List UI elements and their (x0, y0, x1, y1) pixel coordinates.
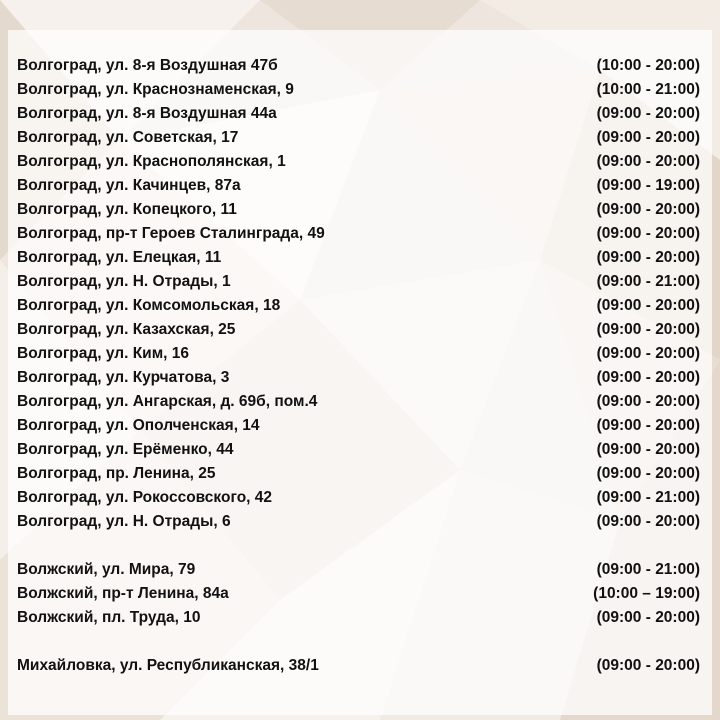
location-hours: (10:00 - 20:00) (596, 57, 700, 74)
location-row (0, 488, 720, 512)
location-address: Волгоград, пр-т Героев Сталинграда, 49 (17, 225, 325, 242)
location-row (0, 656, 720, 680)
location-hours: (10:00 – 19:00) (593, 585, 700, 602)
location-row (0, 368, 720, 392)
location-address: Волгоград, ул. Ерёменко, 44 (17, 441, 234, 458)
location-hours: (09:00 - 20:00) (596, 657, 700, 674)
location-address: Волгоград, ул. Н. Отрады, 6 (17, 513, 231, 530)
location-row (0, 560, 720, 584)
location-hours: (09:00 - 20:00) (596, 465, 700, 482)
location-address: Волгоград, ул. Комсомольская, 18 (17, 297, 281, 314)
location-hours: (09:00 - 21:00) (596, 489, 700, 506)
location-address: Волгоград, ул. Рокоссовского, 42 (17, 489, 273, 506)
location-row (0, 80, 720, 104)
location-address: Волгоград, ул. Ополченская, 14 (17, 417, 260, 434)
location-address: Волгоград, ул. Казахская, 25 (17, 321, 236, 338)
location-hours: (09:00 - 19:00) (596, 177, 700, 194)
location-row (0, 272, 720, 296)
location-address: Волжский, ул. Мира, 79 (17, 561, 196, 578)
location-row (0, 584, 720, 608)
location-row (0, 392, 720, 416)
location-address: Волгоград, ул. Советская, 17 (17, 129, 239, 146)
location-address: Волгоград, пр. Ленина, 25 (17, 465, 216, 482)
location-row (0, 296, 720, 320)
location-address: Волгоград, ул. 8-я Воздушная 47б (17, 57, 278, 74)
location-hours: (10:00 - 21:00) (596, 81, 700, 98)
location-address: Волжский, пр-т Ленина, 84а (17, 585, 229, 602)
location-address: Волгоград, ул. Ким, 16 (17, 345, 190, 362)
location-hours: (09:00 - 20:00) (596, 345, 700, 362)
location-address: Волгоград, ул. Елецкая, 11 (17, 249, 222, 266)
location-row (0, 440, 720, 464)
location-hours: (09:00 - 21:00) (596, 561, 700, 578)
location-row (0, 512, 720, 536)
location-hours: (09:00 - 20:00) (596, 153, 700, 170)
location-address: Волгоград, ул. Качинцев, 87а (17, 177, 241, 194)
location-row (0, 248, 720, 272)
location-address: Волгоград, ул. Курчатова, 3 (17, 369, 230, 386)
location-row (0, 56, 720, 80)
location-row (0, 152, 720, 176)
location-row (0, 176, 720, 200)
location-row (0, 104, 720, 128)
location-hours: (09:00 - 21:00) (596, 273, 700, 290)
location-hours: (09:00 - 20:00) (596, 609, 700, 626)
location-address: Волгоград, ул. Н. Отрады, 1 (17, 273, 231, 290)
location-address: Волгоград, ул. 8-я Воздушная 44а (17, 105, 277, 122)
location-address: Михайловка, ул. Республиканская, 38/1 (17, 657, 319, 674)
location-hours: (09:00 - 20:00) (596, 225, 700, 242)
location-row (0, 320, 720, 344)
location-address: Волгоград, ул. Копецкого, 11 (17, 201, 237, 218)
location-row (0, 344, 720, 368)
location-hours: (09:00 - 20:00) (596, 321, 700, 338)
location-row (0, 200, 720, 224)
location-row (0, 464, 720, 488)
location-hours: (09:00 - 20:00) (596, 105, 700, 122)
location-hours: (09:00 - 20:00) (596, 369, 700, 386)
location-row (0, 608, 720, 632)
location-address: Волгоград, ул. Ангарская, д. 69б, пом.4 (17, 393, 318, 410)
location-row (0, 416, 720, 440)
location-hours: (09:00 - 20:00) (596, 297, 700, 314)
location-row (0, 128, 720, 152)
location-row (0, 224, 720, 248)
location-address: Волгоград, ул. Краснознаменская, 9 (17, 81, 294, 98)
location-hours: (09:00 - 20:00) (596, 513, 700, 530)
location-hours: (09:00 - 20:00) (596, 129, 700, 146)
location-address: Волжский, пл. Труда, 10 (17, 609, 201, 626)
location-address: Волгоград, ул. Краснополянская, 1 (17, 153, 286, 170)
location-hours: (09:00 - 20:00) (596, 249, 700, 266)
location-hours: (09:00 - 20:00) (596, 393, 700, 410)
location-hours: (09:00 - 20:00) (596, 201, 700, 218)
location-hours: (09:00 - 20:00) (596, 441, 700, 458)
location-hours: (09:00 - 20:00) (596, 417, 700, 434)
